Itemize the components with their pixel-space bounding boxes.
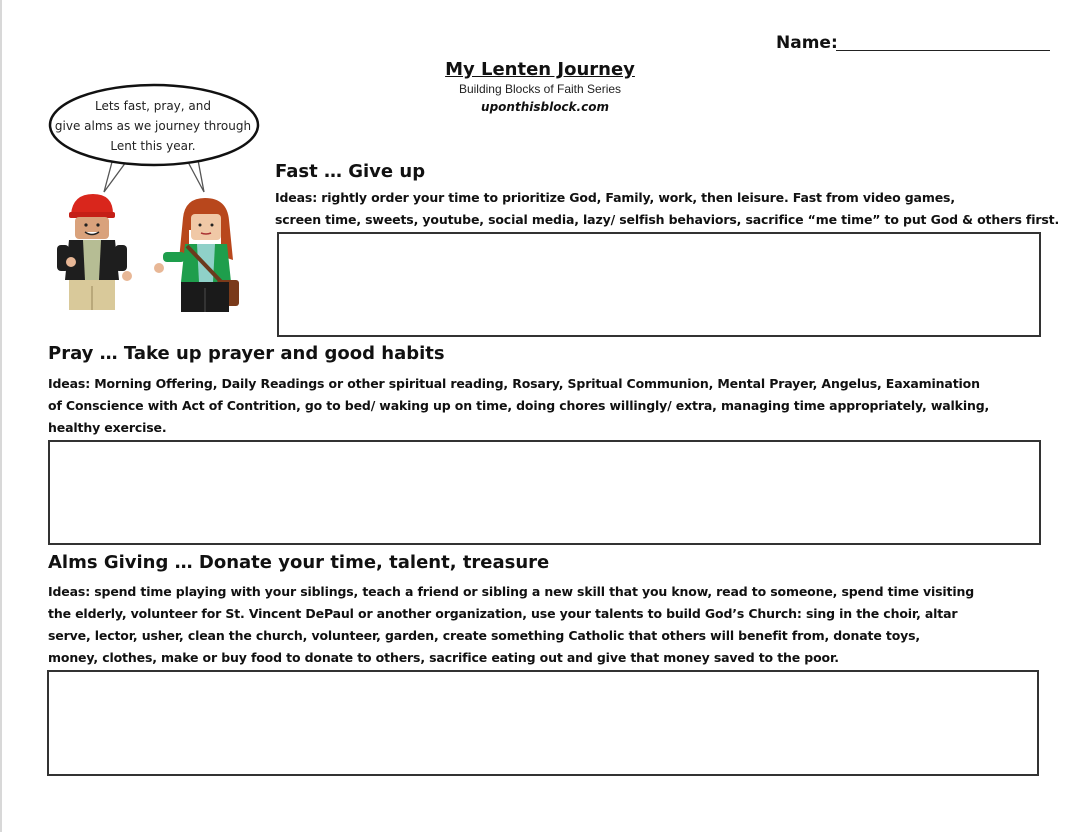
alms-section-title: Alms Giving … Donate your time, talent, treasure [48, 552, 550, 573]
name-input-line[interactable] [836, 50, 1050, 51]
series-subtitle: Building Blocks of Faith Series [458, 82, 622, 96]
ideas-line: screen time, sweets, youtube, social media, lazy/ selfish behaviors, sacrifice “me time” to put God & others first. [275, 212, 1060, 227]
ideas-line: healthy exercise. [48, 420, 167, 435]
ideas-line: serve, lector, usher, clean the church, volunteer, garden, create something Catholic that others will benefit from, donate toys, [48, 628, 921, 643]
bubble-line: Lent this year. [110, 139, 196, 153]
ideas-line: Ideas: spend time playing with your siblings, teach a friend or sibling a new skill that you know, read to someone, spend time visiting [48, 584, 975, 599]
ideas-line: money, clothes, make or buy food to donate to others, sacrifice eating out and give that money saved to the poor. [48, 650, 839, 665]
page-edge [0, 0, 2, 832]
ideas-line: Ideas: rightly order your time to prioritize God, Family, work, then leisure. Fast from video games, [275, 190, 955, 205]
ideas-line: of Conscience with Act of Contrition, go to bed/ waking up on time, doing chores willingly/ extra, managing time appropriately, walking, [48, 398, 990, 413]
bubble-line: give alms as we journey through [54, 119, 252, 133]
ideas-line: the elderly, volunteer for St. Vincent DePaul or another organization, use your talents to build God’s Church: sing in the choir, altar [48, 606, 958, 621]
page-title: My Lenten Journey [445, 59, 635, 80]
pray-answer-box[interactable] [48, 440, 1041, 545]
fast-ideas [275, 187, 1059, 231]
bubble-line: Lets fast, pray, and [94, 99, 211, 113]
alms-ideas [48, 581, 974, 669]
pray-ideas [48, 373, 989, 439]
bubble-text [50, 96, 256, 156]
website-text: uponthisblock.com [481, 100, 609, 114]
bubble-tail-left [104, 162, 126, 192]
fast-answer-box[interactable] [277, 232, 1041, 337]
name-label: Name: [776, 33, 838, 53]
minifig-left [57, 194, 132, 310]
lego-minifigures-icon [55, 190, 255, 320]
ideas-line: Ideas: Morning Offering, Daily Readings or other spiritual reading, Rosary, Spritual Communion, Mental Prayer, Angelus, Eaxamination [48, 376, 980, 391]
minifig-right [154, 198, 239, 312]
bubble-tail-right [188, 160, 204, 192]
fast-section-title: Fast … Give up [275, 161, 426, 182]
pray-section-title: Pray … Take up prayer and good habits [48, 343, 445, 364]
alms-answer-box[interactable] [47, 670, 1039, 776]
